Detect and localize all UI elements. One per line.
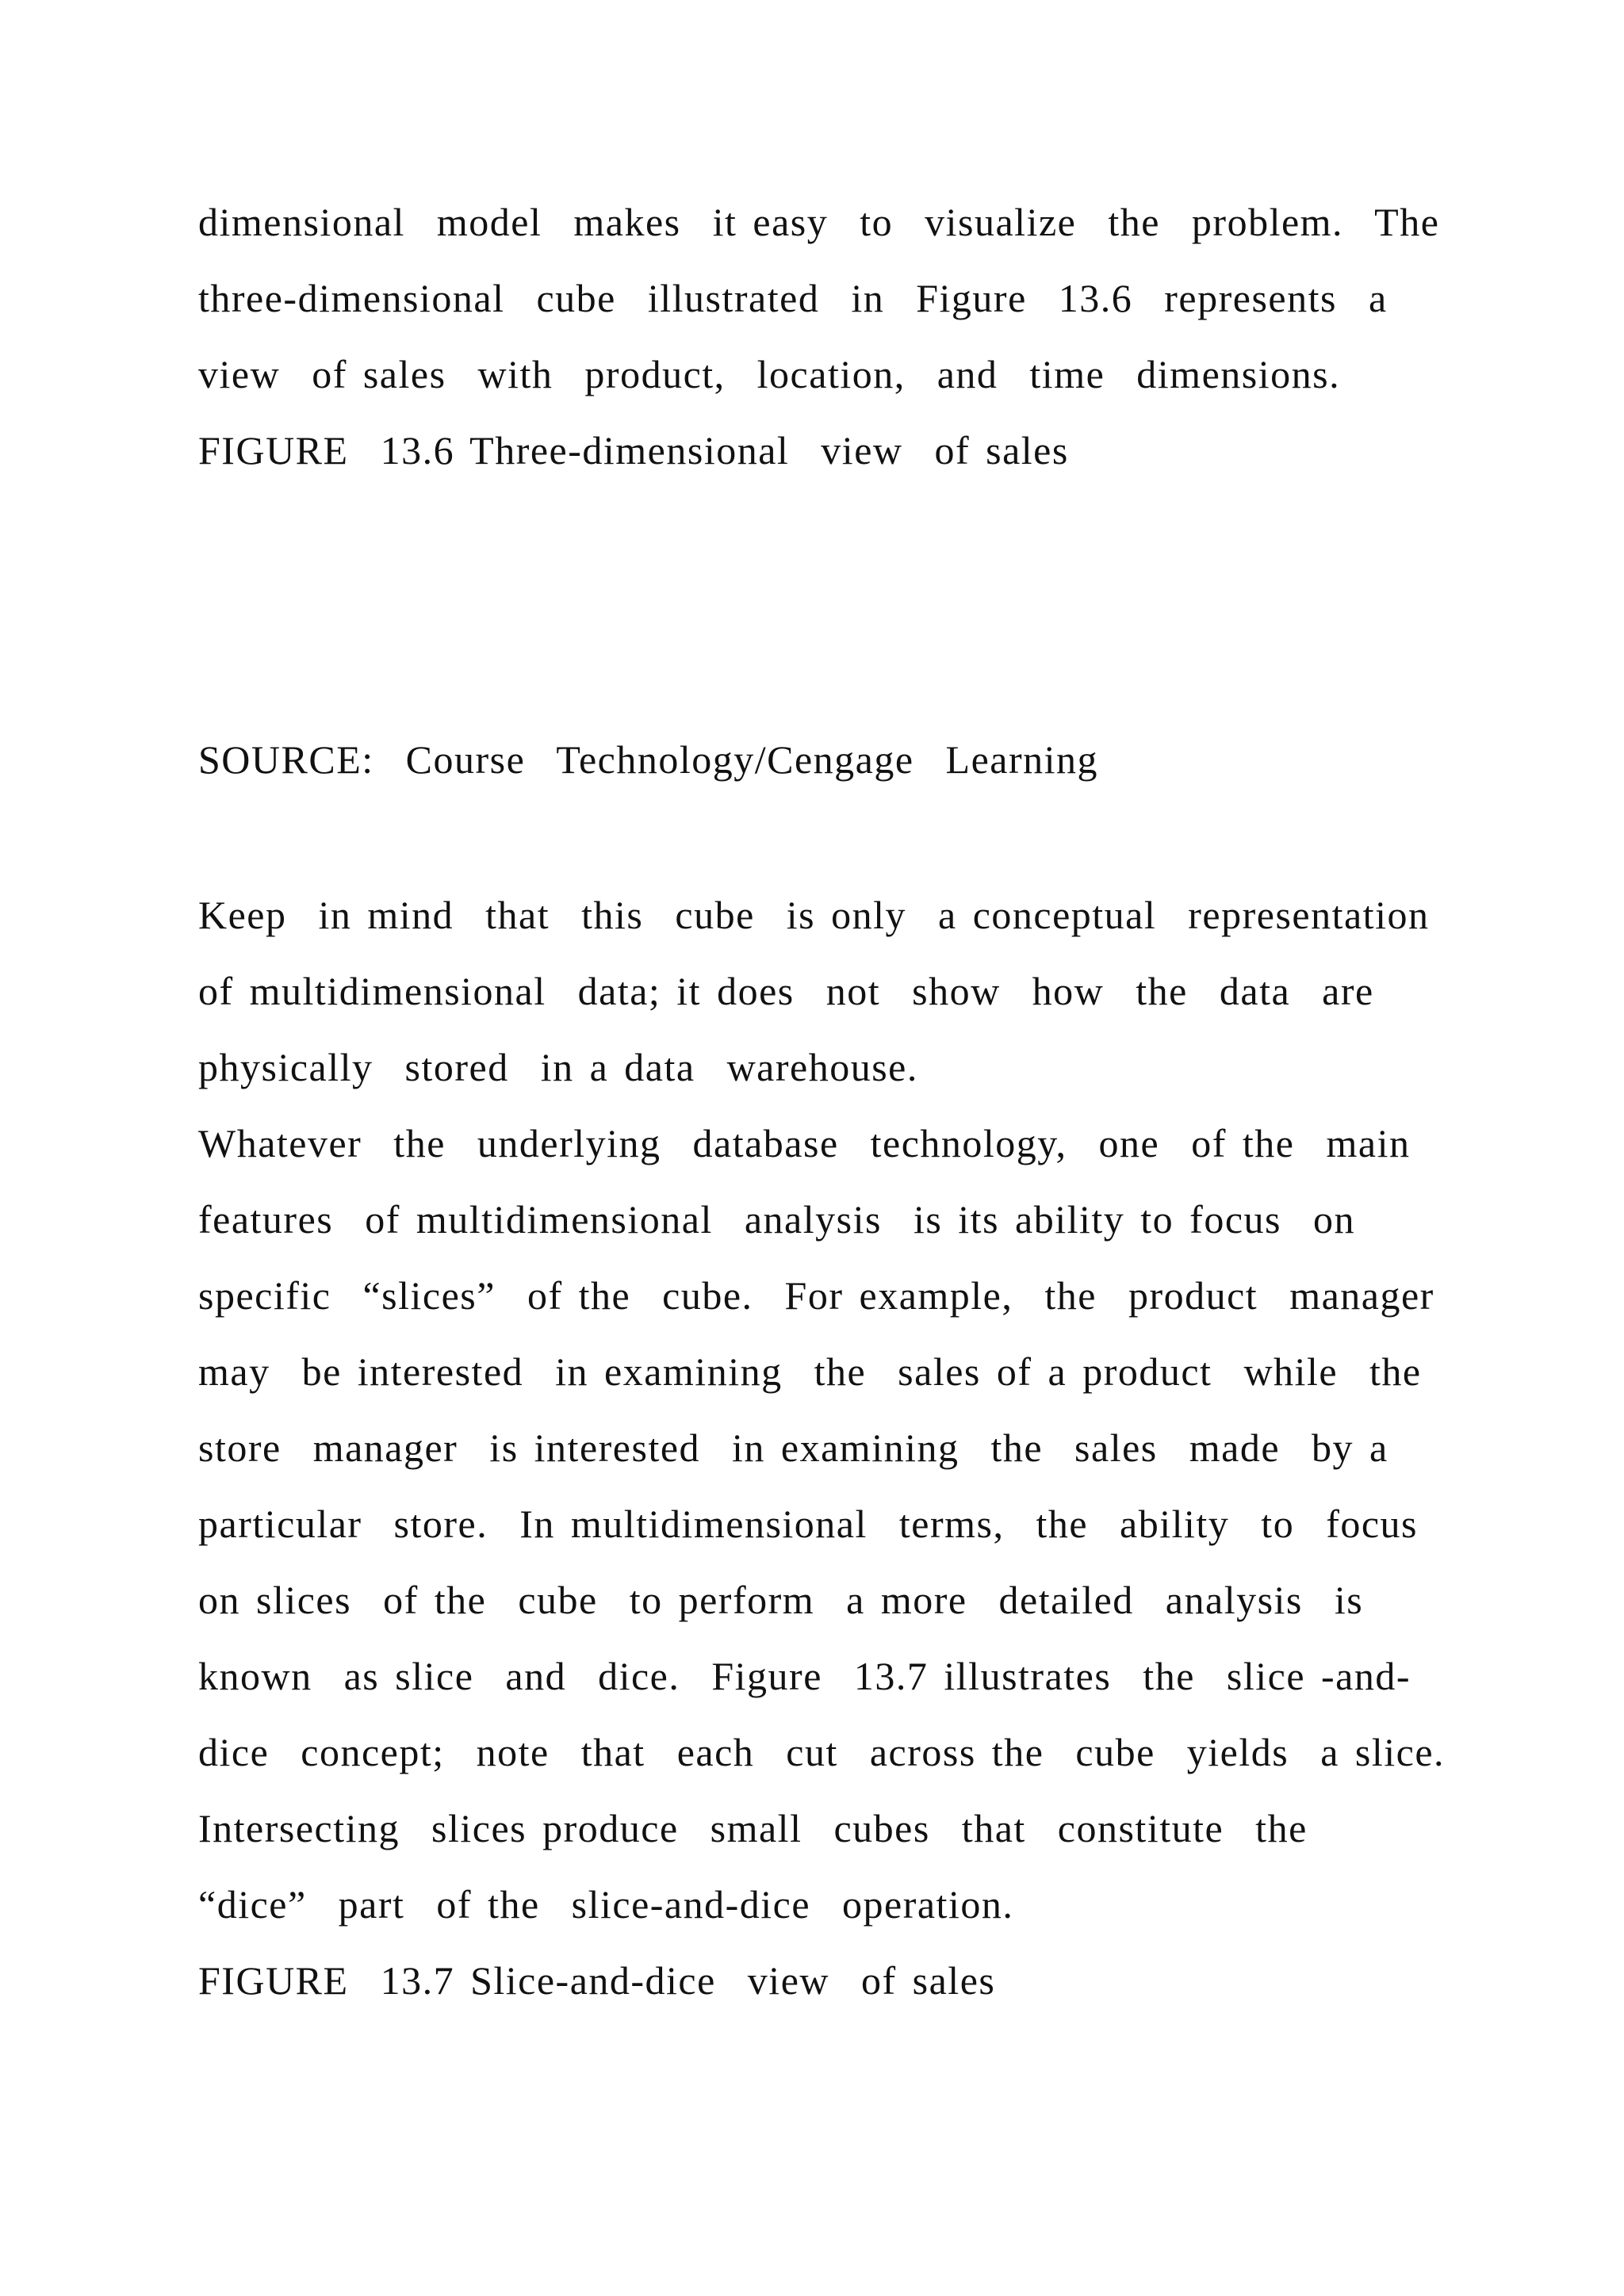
body-text-line: of multidimensional data; it does not show how the data are — [198, 969, 1374, 1013]
body-text-line: “dice” part of the slice-and-dice operation. — [198, 1882, 1014, 1927]
body-text-line: features of multidimensional analysis is its ability to focus on — [198, 1197, 1355, 1242]
body-text-line: may be interested in examining the sales of a product while the — [198, 1349, 1422, 1394]
figure-source: SOURCE: Course Technology/Cengage Learning — [198, 737, 1099, 782]
body-text-line: view of sales with product, location, and time dimensions. — [198, 352, 1341, 396]
body-text-line: Keep in mind that this cube is only a conceptual representation — [198, 893, 1430, 937]
body-text-line: dice concept; note that each cut across the cube yields a slice. — [198, 1730, 1446, 1774]
body-text-line: known as slice and dice. Figure 13.7 illustrates the slice -and- — [198, 1654, 1411, 1698]
figure-caption: FIGURE 13.6 Three-dimensional view of sales — [198, 428, 1069, 473]
body-text-line: particular store. In multidimensional terms, the ability to focus — [198, 1502, 1418, 1546]
body-text-line: specific “slices” of the cube. For example, the product manager — [198, 1273, 1434, 1318]
body-text-line: store manager is interested in examining the sales made by a — [198, 1425, 1388, 1470]
body-text-line: on slices of the cube to perform a more detailed analysis is — [198, 1578, 1364, 1622]
body-text-line: dimensional model makes it easy to visualize the problem. The — [198, 200, 1440, 244]
body-text-line: Whatever the underlying database technology, one of the main — [198, 1121, 1411, 1165]
body-text-line: three-dimensional cube illustrated in Figure 13.6 represents a — [198, 276, 1388, 320]
body-text-line: physically stored in a data warehouse. — [198, 1045, 918, 1089]
figure-caption: FIGURE 13.7 Slice-and-dice view of sales — [198, 1958, 996, 2003]
body-text-line: Intersecting slices produce small cubes that constitute the — [198, 1806, 1308, 1850]
